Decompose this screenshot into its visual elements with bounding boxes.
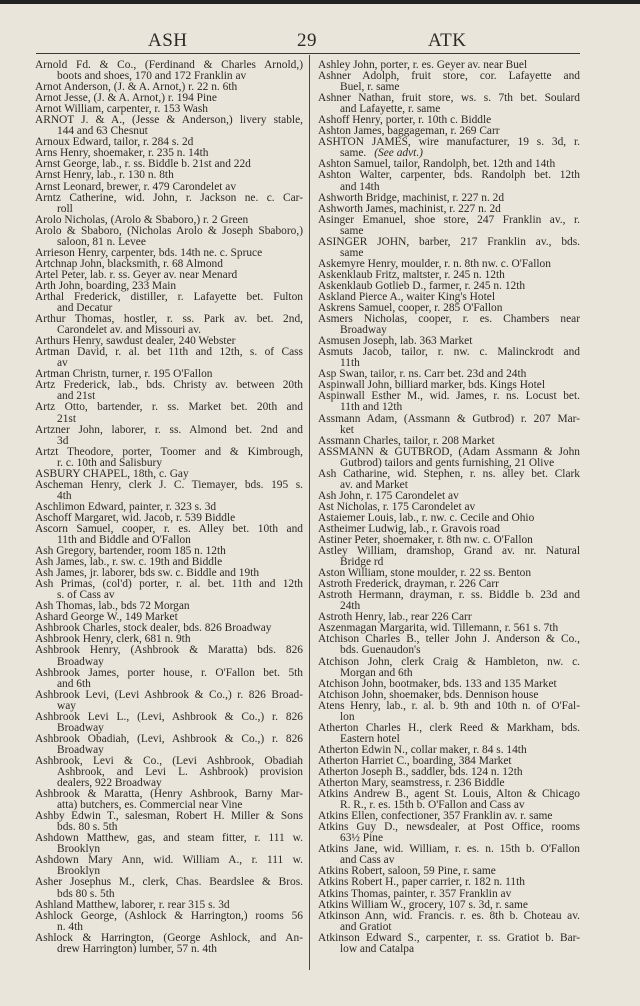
entry-continuation-line: 4th xyxy=(57,489,72,502)
directory-entry xyxy=(35,193,303,215)
directory-entry xyxy=(318,314,580,336)
right-guide-word: ATK xyxy=(428,30,467,51)
directory-entry xyxy=(318,137,580,159)
entry-line: Atkins Robert, saloon, 59 Pine, r. same xyxy=(318,865,496,878)
entry-line: Astiner Peter, shoemaker, r. 8th nw. c. O'Fallon xyxy=(318,534,533,547)
entry-continuation-line: ket xyxy=(340,423,354,436)
directory-entry xyxy=(318,71,580,93)
directory-entry xyxy=(318,193,580,204)
entry-line: ASHTON JAMES, wire manufacturer, 19 s. 3d, r. xyxy=(318,136,580,149)
entry-continuation-line: 63½ Pine xyxy=(340,832,384,845)
directory-entry xyxy=(318,546,580,568)
directory-entry xyxy=(35,579,303,601)
entry-line: Askenklaub Gotlieb D., farmer, r. 245 n. 12th xyxy=(318,279,526,292)
entry-line: Arnot Anderson, (J. & A. Arnot,) r. 22 n. 6th xyxy=(35,81,238,94)
entry-continuation-line: and 21st xyxy=(57,390,96,403)
entry-continuation-line: av xyxy=(57,357,68,370)
entry-line: Atkins Robert H., paper carrier, r. 182 n. 11th xyxy=(318,876,525,889)
directory-entry xyxy=(318,414,580,436)
entry-line: ASBURY CHAPEL, 18th, c. Gay xyxy=(35,467,189,480)
entry-line: Askland Pierce A., waiter King's Hotel xyxy=(318,290,495,303)
entry-line: Ashbrook Charles, stock dealer, bds. 826 Broadway xyxy=(35,622,272,635)
entry-line: Asinger Emanuel, shoe store, 247 Franklin av., r. xyxy=(318,213,580,226)
entry-line: Arolo & Sbaboro, (Nicholas Arolo & Joseph Sbaboro,) xyxy=(35,224,303,237)
entry-line: Asp Swan, tailor, r. ns. Carr bet. 23d and 24th xyxy=(318,368,527,381)
entry-continuation-line: Broadway xyxy=(57,721,104,734)
entry-line: Ashlock George, (Ashlock & Harrington,) rooms 56 xyxy=(35,909,303,922)
entry-line: Astroth Hermann, drayman, r. ss. Biddle b. 23d and xyxy=(318,589,580,602)
entry-continuation-line: Morgan and 6th xyxy=(340,666,413,679)
entry-line: ASINGER JOHN, barber, 217 Franklin av., bds. xyxy=(318,235,580,248)
entry-line: Atkins Andrew B., agent St. Louis, Alton & Chicago xyxy=(318,788,580,801)
directory-entry xyxy=(35,734,303,756)
entry-line: Arthur Thomas, hostler, r. ss. Park av. bet. 2nd, xyxy=(35,313,303,326)
entry-line: Arnoux Edward, tailor, r. 284 s. 2d xyxy=(35,136,194,149)
entry-continuation-line: Broadway xyxy=(340,324,387,337)
entry-line: Assmann Adam, (Assmann & Gutbrod) r. 207 Mar- xyxy=(318,412,580,425)
entry-line: Arnst Henry, lab., r. 130 n. 8th xyxy=(35,169,174,182)
entry-line: Assmann Charles, tailor, r. 208 Market xyxy=(318,434,495,447)
entry-line: Arthal Frederick, distiller, r. Lafayette bet. Fulton xyxy=(35,290,303,303)
entry-line: Ashlock & Harrington, (George Ashlock, and An- xyxy=(35,931,303,944)
directory-entry xyxy=(35,690,303,712)
entry-line: Ashbrook Levi, (Levi Ashbrook & Co.,) r. 826 Broad- xyxy=(35,688,303,701)
entry-continuation-line: and 14th xyxy=(340,180,380,193)
entry-continuation-line: atta) butchers, es. Commercial near Vine xyxy=(57,799,243,812)
entry-continuation-line: Brooklyn xyxy=(57,865,101,878)
entry-line: Ashbrook James, porter house, r. O'Fallon bet. 5th xyxy=(35,666,303,679)
entry-line: ARNOT J. & A., (Jesse & Anderson,) livery stable, xyxy=(35,114,303,127)
entry-line: Ashton James, baggageman, r. 269 Carr xyxy=(318,125,500,138)
entry-line: Aston William, stone moulder, r. 22 ss. Benton xyxy=(318,567,532,580)
entry-line: Atkinson Edward S., carpenter, r. ss. Gratiot b. Bar- xyxy=(318,931,580,944)
entry-line: Asmuts Jacob, tailor, r. nw. c. Malinckrodt and xyxy=(318,346,580,359)
entry-line: Atherton Harriet C., boarding, 384 Market xyxy=(318,754,512,767)
scan-edge xyxy=(0,0,640,4)
entry-line: Artzner John, laborer, r. ss. Almond bet. 2nd and xyxy=(35,423,303,436)
entry-line: Atherton Mary, seamstress, r. 236 Biddle xyxy=(318,777,505,790)
entry-line: Arrieson Henry, carpenter, bds. 14th ne. c. Spruce xyxy=(35,246,263,259)
entry-continuation-line: same xyxy=(340,246,364,259)
entry-continuation-line: Ashbrook, and Levi L. Ashbrook) provision xyxy=(57,766,303,778)
directory-entry xyxy=(318,900,580,911)
entry-line: Ashland Matthew, laborer, r. rear 315 s. 3d xyxy=(35,898,230,911)
entry-continuation-line: bds. Guenaudon's xyxy=(340,644,421,657)
entry-line: Ashbrook Levi L., (Levi, Ashbrook & Co.,) r. 826 xyxy=(35,710,303,723)
entry-continuation-line: av. and Market xyxy=(340,478,408,491)
entry-line: Atkins Guy D., newsdealer, at Post Office, rooms xyxy=(318,821,580,834)
entry-line: Ashworth Bridge, machinist, r. 227 n. 2d xyxy=(318,191,505,204)
entry-line: Atkins Jane, wid. William, r. es. n. 15th b. O'Fallon xyxy=(318,843,580,856)
entry-continuation-line: 11th and Biddle and O'Fallon xyxy=(57,534,191,547)
directory-entry xyxy=(35,480,303,502)
directory-entry xyxy=(35,900,303,911)
directory-entry xyxy=(318,204,580,215)
left-guide-word: ASH xyxy=(148,30,188,51)
entry-line: Ast Nicholas, r. 175 Carondelet av xyxy=(318,500,476,513)
directory-entry xyxy=(35,314,303,336)
directory-entry xyxy=(318,237,580,259)
entry-line: Ashard George W., 149 Market xyxy=(35,611,178,624)
entry-line: Aspinwall John, billiard marker, bds. Kings Hotel xyxy=(318,379,546,392)
entry-line: Artzt Theodore, porter, Toomer and & Kimbrough, xyxy=(35,445,303,458)
entry-line: Artz Frederick, lab., bds. Christy av. between 20th xyxy=(35,379,303,392)
entry-line: Ashoff Henry, porter, r. 10th c. Biddle xyxy=(318,114,492,127)
directory-entry xyxy=(35,182,303,193)
entry-line: Artz Otto, bartender, r. ss. Market bet. 20th and xyxy=(35,401,303,414)
entry-line: Atchison John, clerk Craig & Hambleton, nw. c. xyxy=(318,655,580,668)
directory-entry xyxy=(318,215,580,237)
directory-entry xyxy=(35,911,303,933)
directory-entry xyxy=(35,115,303,137)
entry-line: Arnst Leonard, brewer, r. 479 Carondelet av xyxy=(35,180,237,193)
entry-continuation-line: Carondelet av. and Missouri av. xyxy=(57,324,202,337)
entry-continuation-line: and Cass av xyxy=(340,854,395,867)
entry-line: Artchnap John, blacksmith, r. 68 Almond xyxy=(35,257,223,270)
entry-line: Atens Henry, lab., r. al. b. 9th and 10th n. of O'Fal- xyxy=(318,699,580,712)
directory-entry xyxy=(318,877,580,888)
entry-continuation-line: way xyxy=(57,699,76,712)
entry-line: Ashton Samuel, tailor, Randolph, bet. 12th and 14th xyxy=(318,158,556,171)
entry-continuation-line: drew Harrington) lumber, 57 n. 4th xyxy=(57,942,217,955)
left-column xyxy=(35,60,303,955)
entry-line: Aschoff Margaret, wid. Jacob, r. 539 Biddle xyxy=(35,511,236,524)
entry-continuation-line: lon xyxy=(340,710,355,723)
entry-line: Ash John, r. 175 Carondelet av xyxy=(318,489,459,502)
directory-entry xyxy=(318,447,580,469)
directory-entry xyxy=(318,590,580,612)
directory-entry xyxy=(318,889,580,900)
entry-line: Atchison Charles B., teller John J. Anderson & Co., xyxy=(318,633,580,646)
directory-entry xyxy=(318,789,580,811)
entry-line: Arthurs Henry, sawdust dealer, 240 Webster xyxy=(35,335,236,348)
entry-continuation-line: same xyxy=(340,224,364,237)
entry-line: Atkins William W., grocery, 107 s. 3d, r. same xyxy=(318,898,528,911)
entry-continuation-line: 21st xyxy=(57,412,76,425)
directory-entry xyxy=(35,789,303,811)
entry-line: Ashner Adolph, fruit store, cor. Lafayette and xyxy=(318,70,580,83)
entry-continuation-line: low and Catalpa xyxy=(340,942,415,955)
directory-entry xyxy=(35,170,303,181)
directory-entry xyxy=(35,402,303,424)
entry-line: Ash Primas, (col'd) porter, r. al. bet. 11th and 12th xyxy=(35,578,303,591)
entry-continuation-line: Eastern hotel xyxy=(340,732,400,745)
entry-line: Arolo Nicholas, (Arolo & Sbaboro,) r. 2 Green xyxy=(35,213,249,226)
entry-continuation-line: Brooklyn xyxy=(57,843,101,856)
entry-line: Astaiemer Louis, lab., r. nw. c. Cecile and Ohio xyxy=(318,511,535,524)
entry-line: Askenklaub Fritz, maltster, r. 245 n. 12th xyxy=(318,268,505,281)
directory-entry xyxy=(35,347,303,369)
directory-entry xyxy=(318,822,580,844)
entry-line: Atherton Edwin N., collar maker, r. 84 s. 14th xyxy=(318,743,527,756)
directory-entry xyxy=(318,93,580,115)
entry-line: Ashbrook, Levi & Co., (Levi Ashbrook, Obadiah xyxy=(35,754,303,767)
entry-line: Ashbrook & Maratta, (Henry Ashbrook, Barny Mar- xyxy=(35,788,303,801)
entry-continuation-line: dealers, 922 Broadway xyxy=(57,777,162,790)
directory-entry xyxy=(318,170,580,192)
entry-line: Atchison John, shoemaker, bds. Dennison house xyxy=(318,688,539,701)
entry-line: Aspinwall Esther M., wid. James, r. ns. Locust bet. xyxy=(318,390,580,403)
entry-line: Atchison John, bootmaker, bds. 133 and 135 Market xyxy=(318,677,557,690)
entry-line: Astroth Henry, lab., rear 226 Carr xyxy=(318,611,472,624)
entry-continuation-line: 11th and 12th xyxy=(340,401,403,414)
entry-line: Artel Peter, lab. r. ss. Geyer av. near Menard xyxy=(35,268,238,281)
entry-line: Asher Josephus M., clerk, Chas. Beardslee & Bros. xyxy=(35,876,303,889)
entry-line: Aschlimon Edward, painter, r. 323 s. 3d xyxy=(35,500,217,513)
entry-line: Ash James, lab., r. sw. c. 19th and Biddle xyxy=(35,556,223,569)
entry-continuation-line: and Gratiot xyxy=(340,920,392,933)
entry-line: Arnold Fd. & Co., (Ferdinand & Charles Arnold,) xyxy=(35,59,303,71)
entry-line: Atkins Ellen, confectioner, 357 Franklin av. r. same xyxy=(318,810,553,823)
directory-entry xyxy=(318,634,580,656)
entry-line: Atherton Joseph B., saddler, bds. 124 n. 12th xyxy=(318,766,523,778)
directory-entry xyxy=(35,756,303,789)
entry-line: Ashdown Matthew, gas, and steam fitter, r. 111 w. xyxy=(35,832,303,845)
directory-entry xyxy=(35,833,303,855)
entry-continuation-line: s. of Cass av xyxy=(57,589,115,602)
directory-entry xyxy=(35,668,303,690)
directory-entry xyxy=(318,933,580,955)
directory-entry xyxy=(35,380,303,402)
directory-entry xyxy=(318,723,580,745)
entry-continuation-line: r. c. 10th and Salisbury xyxy=(57,456,163,469)
entry-line: Ash Gregory, bartender, room 185 n. 12th xyxy=(35,545,226,558)
entry-line: Ashworth James, machinist, r. 227 n. 2d xyxy=(318,202,501,215)
entry-continuation-line: saloon, 81 n. Levee xyxy=(57,235,146,248)
directory-entry xyxy=(35,855,303,877)
entry-line: Aszenmagan Margarita, wid. Tillemann, r. 561 s. 7th xyxy=(318,622,559,635)
directory-entry xyxy=(35,425,303,447)
entry-continuation-line: roll xyxy=(57,202,73,215)
header-rule xyxy=(36,53,580,54)
entry-line: ASSMANN & GUTBROD, (Adam Assmann & John xyxy=(318,445,580,458)
directory-entry xyxy=(35,60,303,82)
entry-line: Ash Thomas, lab., bds 72 Morgan xyxy=(35,600,190,613)
entry-line: Astley William, dramshop, Grand av. nr. Natural xyxy=(318,545,580,558)
advertisement-note: (See advt.) xyxy=(374,147,423,160)
entry-line: Askrens Samuel, cooper, r. 285 O'Fallon xyxy=(318,302,503,315)
entry-line: Ashton Walter, carpenter, bds. Randolph bet. 12th xyxy=(318,169,580,182)
directory-entry xyxy=(35,447,303,469)
directory-entry xyxy=(318,391,580,413)
directory-entry xyxy=(35,712,303,734)
right-column xyxy=(318,60,580,955)
entry-line: Ashbrook Henry, (Ashbrook & Maratta) bds. 826 xyxy=(35,644,303,657)
entry-line: Arnst George, lab., r. ss. Biddle b. 21st and 22d xyxy=(35,158,251,171)
entry-continuation-line: 144 and 63 Chesnut xyxy=(57,125,148,138)
entry-line: Astheimer Ludwig, lab., r. Gravois road xyxy=(318,522,500,535)
entry-line: Ashner Nathan, fruit store, ws. s. 7th bet. Soulard xyxy=(318,92,580,105)
entry-continuation-line: bds 80 s. 5th xyxy=(57,887,115,900)
entry-continuation-line: and 6th xyxy=(57,677,91,690)
entry-line: Arth John, boarding, 233 Main xyxy=(35,279,177,292)
directory-entry xyxy=(35,645,303,667)
entry-continuation-line: boots and shoes, 170 and 172 Franklin av xyxy=(57,70,247,83)
entry-line: Ascorn Samuel, cooper, r. es. Alley bet. 10th and xyxy=(35,522,303,535)
entry-line: Asmers Nicholas, cooper, r. es. Chambers near xyxy=(318,313,580,326)
entry-line-text: same. xyxy=(340,147,367,160)
entry-line: Atkinson Ann, wid. Francis. r. es. 8th b. Choteau av. xyxy=(318,909,580,922)
column-divider xyxy=(309,55,310,970)
directory-entry xyxy=(35,933,303,955)
entry-continuation-line: Bridge rd xyxy=(340,556,384,569)
entry-line: Arnot Jesse, (J. & A. Arnot,) r. 194 Pine xyxy=(35,92,217,105)
directory-entry xyxy=(318,436,580,447)
entry-continuation-line: R. R., r. es. 15th b. O'Fallon and Cass av xyxy=(340,799,525,812)
entry-line: Astroth Frederick, drayman, r. 226 Carr xyxy=(318,578,499,591)
directory-entry xyxy=(318,679,580,690)
entry-continuation-line: 3d xyxy=(57,434,69,447)
entry-line: Ash Catharine, wid. Stephen, r. ns. alley bet. Clark xyxy=(318,467,580,480)
entry-continuation-line: 11th xyxy=(340,357,360,370)
entry-continuation-line: bds. 80 s. 5th xyxy=(57,821,118,834)
entry-line: Arns Henry, shoemaker, r. 235 n. 14th xyxy=(35,147,209,160)
entry-continuation-line: Broadway xyxy=(57,743,104,756)
entry-line: Ashby Edwin T., salesman, Robert H. Miller & Sons xyxy=(35,810,303,823)
entry-line: Artman David, r. al. bet 11th and 12th, s. of Cass xyxy=(35,346,303,359)
directory-entry xyxy=(35,877,303,899)
entry-line: Arnot William, carpenter, r. 153 Wash xyxy=(35,103,208,116)
directory-entry xyxy=(318,701,580,723)
entry-line: Atherton Charles H., clerk Reed & Markham, bds. xyxy=(318,721,580,734)
entry-line: Asmusen Joseph, lab. 363 Market xyxy=(318,335,473,348)
directory-entry xyxy=(318,347,580,369)
entry-line: Atkins Thomas, painter, r. 357 Franklin av xyxy=(318,887,512,900)
directory-entry xyxy=(318,911,580,933)
directory-entry xyxy=(35,292,303,314)
directory-entry xyxy=(35,811,303,833)
entry-line: Ashbrook Henry, clerk, 681 n. 9th xyxy=(35,633,191,646)
entry-line: Ascheman Henry, clerk J. C. Tiemayer, bds. 195 s. xyxy=(35,478,303,491)
page-number: 29 xyxy=(297,30,317,51)
directory-entry xyxy=(35,226,303,248)
entry-line: Askemyre Henry, moulder, r. n. 8th nw. c. O'Fallon xyxy=(318,257,551,270)
entry-continuation-line: n. 4th xyxy=(57,920,83,933)
directory-entry xyxy=(318,844,580,866)
directory-entry xyxy=(35,524,303,546)
directory-entry xyxy=(318,657,580,679)
entry-continuation-line: Gutbrod) tailors and gents furnishing, 21 Olive xyxy=(340,456,555,469)
entry-line: Ash James, jr. laborer, bds sw. c. Biddle and 19th xyxy=(35,567,260,580)
entry-line: Ashbrook Obadiah, (Levi, Ashbrook & Co.,) r. 826 xyxy=(35,732,303,745)
entry-continuation-line: Broadway xyxy=(57,655,104,668)
directory-entry xyxy=(318,469,580,491)
entry-continuation-line: and Lafayette, r. same xyxy=(340,103,441,116)
entry-continuation-line: Buel, r. same xyxy=(340,81,400,94)
entry-line: Ashdown Mary Ann, wid. William A., r. 111 w. xyxy=(35,854,303,867)
entry-line: Ashley John, porter, r. es. Geyer av. near Buel xyxy=(318,59,528,71)
entry-continuation-line: and Decatur xyxy=(57,302,113,315)
entry-line: Artman Christn, turner, r. 195 O'Fallon xyxy=(35,368,213,381)
entry-continuation-line: 24th xyxy=(340,600,361,613)
entry-line: Arntz Catherine, wid. John, r. Jackson ne. c. Car- xyxy=(35,191,303,204)
